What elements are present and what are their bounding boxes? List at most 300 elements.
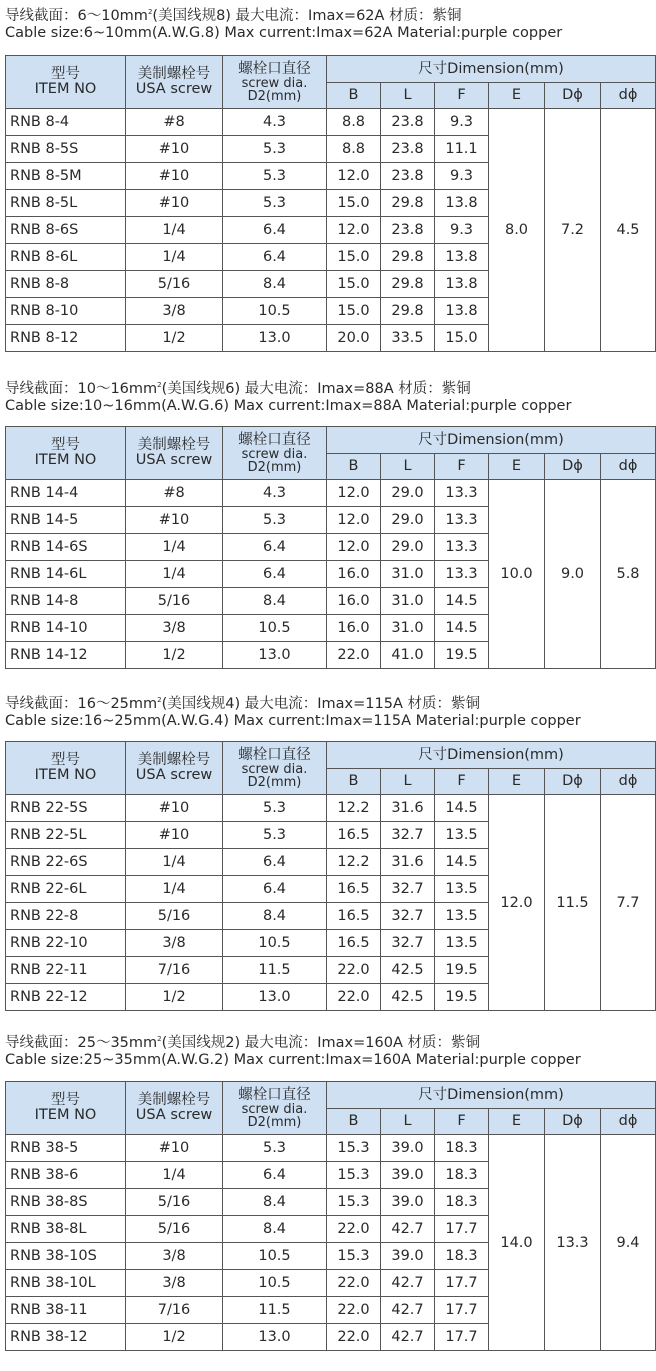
cell-f: 14.5 <box>435 795 489 822</box>
cell-model: RNB 22-11 <box>6 957 126 984</box>
cell-b: 12.0 <box>327 507 381 534</box>
cell-screw-dia: 10.5 <box>223 615 327 642</box>
cell-usa-screw: 5/16 <box>126 588 223 615</box>
header-col-b: B <box>327 1109 381 1135</box>
cell-model: RNB 38-5 <box>6 1135 126 1162</box>
header-dimension: 尺寸Dimension(mm) <box>327 742 656 769</box>
cell-model: RNB 8-5S <box>6 136 126 163</box>
cable-spec-en: Cable size:10~16mm(A.W.G.6) Max current:Imax=88A Material:purple copper <box>5 398 572 414</box>
cell-f: 15.0 <box>435 325 489 352</box>
cell-screw-dia: 5.3 <box>223 822 327 849</box>
cell-screw-dia: 13.0 <box>223 1324 327 1351</box>
header-col-b: B <box>327 769 381 795</box>
cell-f: 18.3 <box>435 1243 489 1270</box>
header-screw-dia <box>223 427 327 480</box>
table-header <box>6 1082 656 1135</box>
cell-l: 23.8 <box>381 163 435 190</box>
header-dimension: 尺寸Dimension(mm) <box>327 427 656 454</box>
header-model-en: ITEM NO <box>34 452 97 468</box>
cell-screw-dia: 8.4 <box>223 271 327 298</box>
cable-spec-cn: 导线截面：$25\sim 35mm^2$(美国线规2) 最大电流：Imax=160A 材质：紫铜 <box>5 1035 480 1051</box>
cell-usa-screw: 3/8 <box>126 298 223 325</box>
cell-b: 12.2 <box>327 849 381 876</box>
cell-l: 29.8 <box>381 244 435 271</box>
cell-f: 13.5 <box>435 822 489 849</box>
cell-usa-screw: 1/4 <box>126 1162 223 1189</box>
cell-e: 14.0 <box>489 1135 545 1351</box>
header-dimension: 尺寸Dimension(mm) <box>327 56 656 83</box>
table-header <box>6 56 656 109</box>
header-model <box>6 56 126 109</box>
header-dia-en2: D2(mm) <box>247 459 302 475</box>
cell-l: 32.7 <box>381 930 435 957</box>
cell-screw-dia: 6.4 <box>223 217 327 244</box>
cell-b: 16.0 <box>327 615 381 642</box>
header-screw-dia <box>223 742 327 795</box>
cell-l: 39.0 <box>381 1135 435 1162</box>
cell-model: RNB 8-10 <box>6 298 126 325</box>
header-usa-cn: 美制螺栓号 <box>137 1092 211 1108</box>
cell-f: 9.3 <box>435 217 489 244</box>
cell-l: 39.0 <box>381 1243 435 1270</box>
header-col-f: F <box>435 769 489 795</box>
cell-l: 42.7 <box>381 1216 435 1243</box>
cell-model: RNB 14-4 <box>6 480 126 507</box>
cell-model: RNB 38-10L <box>6 1270 126 1297</box>
cell-usa-screw: #10 <box>126 136 223 163</box>
header-usa-cn: 美制螺栓号 <box>137 437 211 453</box>
cell-l: 42.7 <box>381 1270 435 1297</box>
cable-spec-en: Cable size:6~10mm(A.W.G.8) Max current:Imax=62A Material:purple copper <box>5 25 563 41</box>
header-usa-en: USA screw <box>135 767 213 783</box>
header-col-d-inner: dϕ <box>601 1109 656 1135</box>
cell-model: RNB 22-6S <box>6 849 126 876</box>
header-col-l: L <box>381 769 435 795</box>
header-usa-cn: 美制螺栓号 <box>137 752 211 768</box>
cell-model: RNB 22-8 <box>6 903 126 930</box>
cell-usa-screw: 1/2 <box>126 642 223 669</box>
header-col-d-outer: Dϕ <box>545 83 601 109</box>
cell-f: 18.3 <box>435 1135 489 1162</box>
cell-model: RNB 14-6S <box>6 534 126 561</box>
table-body <box>6 1135 656 1351</box>
cell-b: 16.5 <box>327 822 381 849</box>
table-body <box>6 480 656 669</box>
header-usa-en: USA screw <box>135 1107 213 1123</box>
cell-model: RNB 38-8S <box>6 1189 126 1216</box>
cell-model: RNB 22-6L <box>6 876 126 903</box>
cell-b: 22.0 <box>327 984 381 1011</box>
cell-b: 22.0 <box>327 1216 381 1243</box>
cell-b: 16.5 <box>327 876 381 903</box>
cell-model: RNB 38-10S <box>6 1243 126 1270</box>
header-col-d-outer: Dϕ <box>545 454 601 480</box>
cell-usa-screw: 5/16 <box>126 1216 223 1243</box>
cell-usa-screw: 7/16 <box>126 1297 223 1324</box>
cell-l: 39.0 <box>381 1189 435 1216</box>
cell-screw-dia: 11.5 <box>223 957 327 984</box>
cell-model: RNB 22-5L <box>6 822 126 849</box>
cell-b: 12.0 <box>327 480 381 507</box>
cell-model: RNB 8-4 <box>6 109 126 136</box>
cell-screw-dia: 5.3 <box>223 1135 327 1162</box>
cell-l: 31.6 <box>381 795 435 822</box>
cell-screw-dia: 5.3 <box>223 795 327 822</box>
cell-model: RNB 14-6L <box>6 561 126 588</box>
cell-screw-dia: 6.4 <box>223 849 327 876</box>
header-col-b: B <box>327 454 381 480</box>
cell-model: RNB 22-12 <box>6 984 126 1011</box>
cell-l: 32.7 <box>381 903 435 930</box>
cell-usa-screw: 5/16 <box>126 1189 223 1216</box>
cell-screw-dia: 13.0 <box>223 642 327 669</box>
cell-usa-screw: 7/16 <box>126 957 223 984</box>
cell-usa-screw: 1/2 <box>126 1324 223 1351</box>
header-col-l: L <box>381 83 435 109</box>
cable-spec-en: Cable size:16~25mm(A.W.G.4) Max current:Imax=115A Material:purple copper <box>5 713 581 729</box>
cell-f: 13.3 <box>435 507 489 534</box>
cell-usa-screw: 3/8 <box>126 1243 223 1270</box>
header-col-f: F <box>435 83 489 109</box>
cell-f: 14.5 <box>435 588 489 615</box>
table-row <box>6 1135 656 1162</box>
cell-screw-dia: 10.5 <box>223 298 327 325</box>
header-model <box>6 1082 126 1135</box>
table-row <box>6 795 656 822</box>
cell-b: 22.0 <box>327 957 381 984</box>
cell-model: RNB 38-11 <box>6 1297 126 1324</box>
cell-model: RNB 38-12 <box>6 1324 126 1351</box>
header-col-d-outer: Dϕ <box>545 1109 601 1135</box>
cell-usa-screw: 5/16 <box>126 271 223 298</box>
table-body <box>6 795 656 1011</box>
cell-screw-dia: 5.3 <box>223 507 327 534</box>
cell-f: 17.7 <box>435 1297 489 1324</box>
cell-d-outer: 13.3 <box>545 1135 601 1351</box>
cell-usa-screw: 1/4 <box>126 849 223 876</box>
cell-model: RNB 8-6S <box>6 217 126 244</box>
cell-f: 19.5 <box>435 984 489 1011</box>
cell-d-outer: 7.2 <box>545 109 601 352</box>
cell-f: 14.5 <box>435 615 489 642</box>
cell-b: 15.0 <box>327 271 381 298</box>
cell-screw-dia: 4.3 <box>223 109 327 136</box>
cell-usa-screw: #8 <box>126 480 223 507</box>
header-col-d-outer: Dϕ <box>545 769 601 795</box>
cable-spec-cn: 导线截面：$10\sim 16mm^2$(美国线规6) 最大电流：Imax=88A 材质：紫铜 <box>5 381 471 397</box>
cell-l: 31.0 <box>381 615 435 642</box>
cell-model: RNB 8-12 <box>6 325 126 352</box>
cell-b: 15.0 <box>327 298 381 325</box>
cell-b: 20.0 <box>327 325 381 352</box>
cell-f: 14.5 <box>435 849 489 876</box>
header-dimension: 尺寸Dimension(mm) <box>327 1082 656 1109</box>
header-usa-en: USA screw <box>135 81 213 97</box>
cell-screw-dia: 13.0 <box>223 325 327 352</box>
cell-usa-screw: 1/4 <box>126 876 223 903</box>
cell-b: 22.0 <box>327 1270 381 1297</box>
cell-usa-screw: #10 <box>126 795 223 822</box>
cell-f: 19.5 <box>435 957 489 984</box>
header-model-cn: 型号 <box>51 437 80 453</box>
cell-d-inner: 9.4 <box>601 1135 656 1351</box>
header-dia-cn: 螺栓口直径 <box>238 1086 311 1103</box>
header-col-e: E <box>489 769 545 795</box>
cell-e: 8.0 <box>489 109 545 352</box>
section-header <box>5 1030 655 1078</box>
header-col-f: F <box>435 1109 489 1135</box>
cell-model: RNB 8-5L <box>6 190 126 217</box>
cell-f: 9.3 <box>435 109 489 136</box>
cell-d-inner: 5.8 <box>601 480 656 669</box>
header-usa-screw <box>126 1082 223 1135</box>
header-dia-en1: screw dia. <box>241 446 308 462</box>
cell-f: 13.8 <box>435 271 489 298</box>
cell-b: 12.0 <box>327 217 381 244</box>
cell-l: 29.8 <box>381 298 435 325</box>
cell-screw-dia: 8.4 <box>223 903 327 930</box>
cell-usa-screw: 3/8 <box>126 615 223 642</box>
cell-f: 13.8 <box>435 244 489 271</box>
table-body <box>6 109 656 352</box>
cell-usa-screw: 1/4 <box>126 244 223 271</box>
cell-screw-dia: 6.4 <box>223 561 327 588</box>
cell-usa-screw: 3/8 <box>126 1270 223 1297</box>
cell-screw-dia: 10.5 <box>223 1270 327 1297</box>
header-model <box>6 427 126 480</box>
header-dia-en2: D2(mm) <box>247 774 302 790</box>
section-header <box>5 376 655 424</box>
cell-model: RNB 8-5M <box>6 163 126 190</box>
table-row <box>6 480 656 507</box>
cell-screw-dia: 8.4 <box>223 588 327 615</box>
cell-b: 15.0 <box>327 190 381 217</box>
cell-l: 33.5 <box>381 325 435 352</box>
cell-l: 32.7 <box>381 822 435 849</box>
cell-usa-screw: #10 <box>126 190 223 217</box>
cell-f: 13.8 <box>435 190 489 217</box>
cell-screw-dia: 10.5 <box>223 930 327 957</box>
header-model-cn: 型号 <box>51 752 80 768</box>
cell-l: 42.7 <box>381 1297 435 1324</box>
cell-b: 12.2 <box>327 795 381 822</box>
cell-l: 42.5 <box>381 957 435 984</box>
cell-screw-dia: 8.4 <box>223 1189 327 1216</box>
spec-table <box>5 426 656 669</box>
table-row <box>6 109 656 136</box>
header-usa-en: USA screw <box>135 452 213 468</box>
cable-spec-cn: 导线截面：$6\sim 10mm^2$(美国线规8) 最大电流：Imax=62A 材质：紫铜 <box>5 8 462 24</box>
cell-b: 16.0 <box>327 588 381 615</box>
header-usa-cn: 美制螺栓号 <box>137 66 211 82</box>
cell-model: RNB 8-6L <box>6 244 126 271</box>
cell-l: 23.8 <box>381 217 435 244</box>
header-model <box>6 742 126 795</box>
cell-b: 8.8 <box>327 136 381 163</box>
cell-l: 29.0 <box>381 507 435 534</box>
header-model-cn: 型号 <box>51 1092 80 1108</box>
cell-l: 29.8 <box>381 271 435 298</box>
header-screw-dia <box>223 56 327 109</box>
cell-model: RNB 22-5S <box>6 795 126 822</box>
header-usa-screw <box>126 56 223 109</box>
table-header <box>6 427 656 480</box>
cell-f: 19.5 <box>435 642 489 669</box>
header-dia-cn: 螺栓口直径 <box>238 746 311 763</box>
cell-l: 39.0 <box>381 1162 435 1189</box>
spec-table <box>5 1081 656 1351</box>
cell-usa-screw: 3/8 <box>126 930 223 957</box>
cell-b: 15.3 <box>327 1162 381 1189</box>
cell-e: 12.0 <box>489 795 545 1011</box>
cell-b: 22.0 <box>327 1297 381 1324</box>
header-col-e: E <box>489 83 545 109</box>
cell-d-outer: 11.5 <box>545 795 601 1011</box>
cell-b: 16.5 <box>327 930 381 957</box>
cable-spec-en: Cable size:25~35mm(A.W.G.2) Max current:Imax=160A Material:purple copper <box>5 1052 581 1068</box>
cell-f: 17.7 <box>435 1216 489 1243</box>
cell-l: 29.0 <box>381 480 435 507</box>
cell-b: 12.0 <box>327 534 381 561</box>
cell-usa-screw: 5/16 <box>126 903 223 930</box>
cell-f: 13.8 <box>435 298 489 325</box>
cell-l: 31.0 <box>381 588 435 615</box>
cell-screw-dia: 5.3 <box>223 136 327 163</box>
cell-f: 13.5 <box>435 903 489 930</box>
header-dia-en1: screw dia. <box>241 75 308 91</box>
cell-f: 13.5 <box>435 930 489 957</box>
cell-usa-screw: #10 <box>126 1135 223 1162</box>
section-header <box>5 3 655 51</box>
cell-f: 17.7 <box>435 1324 489 1351</box>
cell-d-inner: 4.5 <box>601 109 656 352</box>
cell-screw-dia: 6.4 <box>223 876 327 903</box>
cell-screw-dia: 11.5 <box>223 1297 327 1324</box>
header-usa-screw <box>126 742 223 795</box>
cell-l: 32.7 <box>381 876 435 903</box>
cell-screw-dia: 6.4 <box>223 244 327 271</box>
cell-f: 11.1 <box>435 136 489 163</box>
cell-l: 31.0 <box>381 561 435 588</box>
header-model-en: ITEM NO <box>34 767 97 783</box>
cell-l: 42.7 <box>381 1324 435 1351</box>
header-col-l: L <box>381 454 435 480</box>
cell-usa-screw: 1/2 <box>126 325 223 352</box>
cell-b: 15.3 <box>327 1243 381 1270</box>
header-model-en: ITEM NO <box>34 81 97 97</box>
cell-model: RNB 14-8 <box>6 588 126 615</box>
cell-l: 23.8 <box>381 136 435 163</box>
cell-screw-dia: 4.3 <box>223 480 327 507</box>
header-usa-screw <box>126 427 223 480</box>
cell-f: 9.3 <box>435 163 489 190</box>
cell-f: 18.3 <box>435 1162 489 1189</box>
cell-d-outer: 9.0 <box>545 480 601 669</box>
cell-e: 10.0 <box>489 480 545 669</box>
cell-screw-dia: 6.4 <box>223 534 327 561</box>
cell-usa-screw: #10 <box>126 163 223 190</box>
cable-spec-cn: 导线截面：$16\sim 25mm^2$(美国线规4) 最大电流：Imax=115A 材质：紫铜 <box>5 696 480 712</box>
cell-f: 13.3 <box>435 561 489 588</box>
cell-b: 22.0 <box>327 642 381 669</box>
cell-b: 15.3 <box>327 1189 381 1216</box>
cell-model: RNB 38-6 <box>6 1162 126 1189</box>
table-header <box>6 742 656 795</box>
header-screw-dia <box>223 1082 327 1135</box>
header-col-e: E <box>489 1109 545 1135</box>
cell-f: 17.7 <box>435 1270 489 1297</box>
header-col-l: L <box>381 1109 435 1135</box>
cell-usa-screw: 1/4 <box>126 217 223 244</box>
cell-screw-dia: 5.3 <box>223 190 327 217</box>
cell-usa-screw: #10 <box>126 822 223 849</box>
cell-model: RNB 14-10 <box>6 615 126 642</box>
cell-f: 13.3 <box>435 480 489 507</box>
cell-b: 15.3 <box>327 1135 381 1162</box>
header-col-d-inner: dϕ <box>601 769 656 795</box>
header-dia-en2: D2(mm) <box>247 88 302 104</box>
cell-usa-screw: 1/4 <box>126 561 223 588</box>
cell-screw-dia: 10.5 <box>223 1243 327 1270</box>
cell-model: RNB 38-8L <box>6 1216 126 1243</box>
header-col-e: E <box>489 454 545 480</box>
cell-f: 13.5 <box>435 876 489 903</box>
cell-b: 8.8 <box>327 109 381 136</box>
cell-usa-screw: #10 <box>126 507 223 534</box>
header-col-b: B <box>327 83 381 109</box>
cell-b: 12.0 <box>327 163 381 190</box>
header-col-f: F <box>435 454 489 480</box>
cell-model: RNB 14-5 <box>6 507 126 534</box>
cell-b: 22.0 <box>327 1324 381 1351</box>
header-model-en: ITEM NO <box>34 1107 97 1123</box>
cell-model: RNB 8-8 <box>6 271 126 298</box>
cell-l: 31.6 <box>381 849 435 876</box>
cell-l: 41.0 <box>381 642 435 669</box>
cell-b: 16.0 <box>327 561 381 588</box>
cell-l: 29.8 <box>381 190 435 217</box>
cell-usa-screw: 1/2 <box>126 984 223 1011</box>
cell-l: 23.8 <box>381 109 435 136</box>
header-col-d-inner: dϕ <box>601 454 656 480</box>
cell-model: RNB 14-12 <box>6 642 126 669</box>
cell-screw-dia: 5.3 <box>223 163 327 190</box>
cell-d-inner: 7.7 <box>601 795 656 1011</box>
header-dia-en1: screw dia. <box>241 1101 308 1117</box>
cell-screw-dia: 13.0 <box>223 984 327 1011</box>
cell-screw-dia: 8.4 <box>223 1216 327 1243</box>
cell-b: 15.0 <box>327 244 381 271</box>
cell-usa-screw: #8 <box>126 109 223 136</box>
spec-table <box>5 55 656 352</box>
spec-table <box>5 741 656 1011</box>
header-dia-en2: D2(mm) <box>247 1114 302 1130</box>
cell-model: RNB 22-10 <box>6 930 126 957</box>
cell-usa-screw: 1/4 <box>126 534 223 561</box>
header-dia-cn: 螺栓口直径 <box>238 60 311 77</box>
cell-f: 18.3 <box>435 1189 489 1216</box>
cell-f: 13.3 <box>435 534 489 561</box>
cell-screw-dia: 6.4 <box>223 1162 327 1189</box>
cell-l: 42.5 <box>381 984 435 1011</box>
cell-l: 29.0 <box>381 534 435 561</box>
header-model-cn: 型号 <box>51 66 80 82</box>
cell-b: 16.5 <box>327 903 381 930</box>
header-col-d-inner: dϕ <box>601 83 656 109</box>
section-header <box>5 691 655 739</box>
header-dia-cn: 螺栓口直径 <box>238 431 311 448</box>
header-dia-en1: screw dia. <box>241 761 308 777</box>
